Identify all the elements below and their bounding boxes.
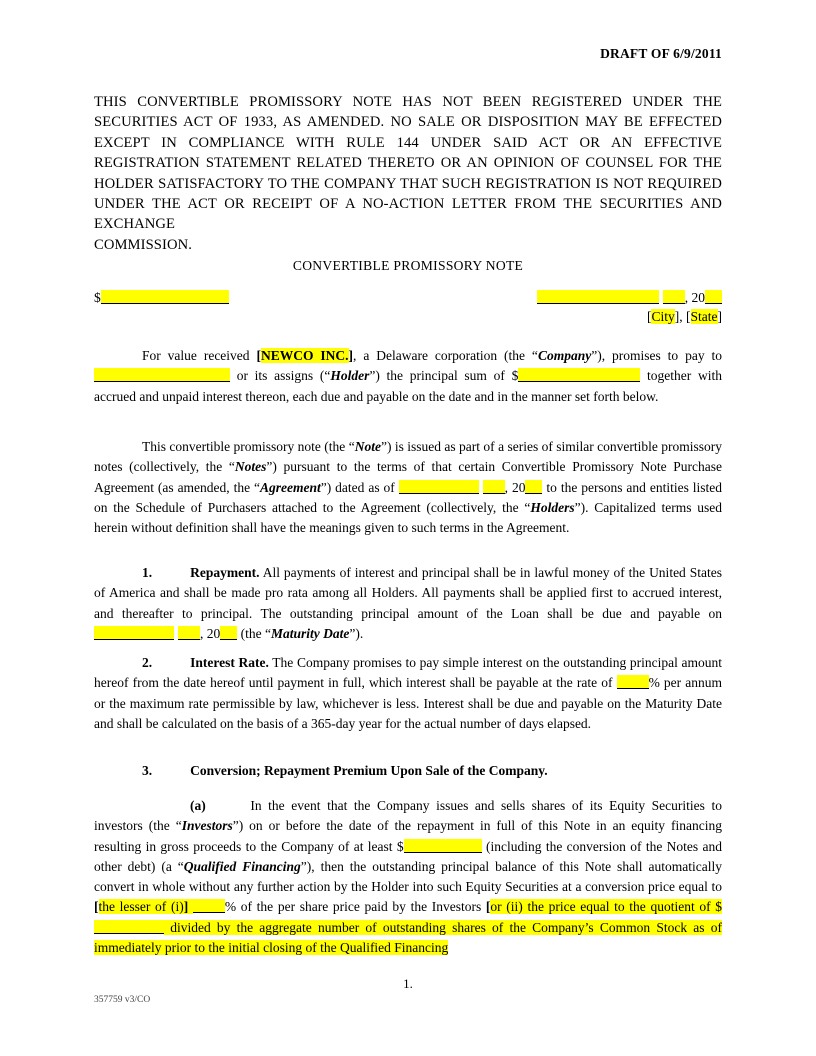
section-3-number: 3. — [142, 763, 153, 778]
legend-text: THIS CONVERTIBLE PROMISSORY NOTE HAS NOT BEEN REGISTERED UNDER THE SECURITIES ACT OF 1933, AS AMENDED. NO SALE OR DISPOSITION MAY BE EFFECTED EXCEPT IN COMPLIANCE WITH RULE 144 UNDER SAID ACT OR AN EFFECTIVE REGISTRATION STATEMENT RELATED THERETO OR AN OPINION OF COUNSEL FOR THE HOLDER SATISFACTORY TO THE COMPANY THAT SUCH REGISTRATION IS NOT REQUIRED UNDER THE ACT OR RECEIPT OF A NO-ACTION LETTER FROM THE SECURITIES AND EXCHANGE — [94, 94, 722, 233]
state-bracket-open: [ — [686, 309, 691, 324]
p2-text-3: ”) pursuant to the terms of that certain Convertible Promissory Note Purchase Agreement (as amended, the “ — [94, 459, 722, 495]
subsection-a-label: (a) — [190, 798, 206, 813]
interest-rate-blank[interactable] — [617, 675, 649, 689]
city-bracket-close: ] — [674, 309, 680, 324]
p2-text-5: to the persons and entities listed on the Schedule of Purchasers attached to the Agreement (collectively, the “ — [94, 479, 723, 515]
s3a-bracket-open-2: [ — [485, 899, 491, 915]
p1-text-4: or its assigns (“ — [230, 368, 331, 384]
s1-text-3: ”). — [349, 625, 364, 641]
notes-defined-term: Notes — [234, 459, 267, 475]
valuation-cap-blank[interactable] — [94, 920, 164, 934]
maturity-day-blank[interactable] — [178, 626, 200, 640]
gross-proceeds-blank[interactable] — [404, 839, 482, 853]
city-state-comma: , — [679, 309, 686, 324]
day-blank[interactable] — [663, 290, 685, 304]
paragraph-note-series — [94, 437, 722, 538]
s3a-text-2: ”) on or before the date of the repayment in full of this Note in an equity financing resulting in gross proceeds to the Company of at least $ — [94, 818, 723, 854]
s3a-text-3: (including the conversion of the Notes and other debt) (a “ — [94, 838, 722, 874]
section-2-number: 2. — [142, 655, 153, 670]
principal-sum-blank[interactable] — [518, 368, 640, 382]
s3a-bracket-close-1: ] — [183, 899, 189, 915]
p2-year-prefix: , 20 — [504, 479, 526, 495]
document-id: 357759 v3/CO — [94, 995, 151, 1005]
year-prefix: , 20 — [684, 290, 705, 305]
draft-date-header: DRAFT OF 6/9/2011 — [600, 46, 722, 61]
dollar-sign: $ — [94, 290, 101, 305]
agreement-month-blank[interactable] — [399, 480, 479, 494]
s2-text-2: % per annum or the maximum rate permissible by law, whichever is less. Interest shall be due and payable on the Maturity Date and shall be calculated on the basis of a 365-day year for the actual number of days elapsed. — [94, 675, 722, 731]
p1-company-bracket-open: [ — [256, 348, 261, 363]
section-2-heading: Interest Rate. — [190, 655, 269, 670]
city-bracket-open: [ — [646, 309, 652, 324]
company-defined-term: Company — [537, 348, 592, 363]
lesser-of-clause[interactable]: the lesser of (i) — [98, 899, 184, 915]
section-3-heading: Conversion; Repayment Premium Upon Sale of the Company. — [190, 763, 548, 778]
company-name-placeholder[interactable]: NEWCO INC. — [260, 348, 349, 363]
section-3a-conversion — [94, 796, 722, 958]
p2-text-1: This convertible promissory note (the “ — [142, 439, 355, 454]
maturity-date-defined-term: Maturity Date — [270, 625, 350, 641]
p1-text-3: ”), promises to pay to — [591, 348, 722, 363]
p2-text-6: ”). Capitalized terms used herein without definition shall have the meanings given to such terms in the Agreement. — [94, 499, 722, 536]
s3a-text-4: ”), then the outstanding principal balance of this Note shall automatically convert in whole without any further action by the Holder into such Equity Securities at a conversion price equal to — [94, 858, 722, 895]
holders-defined-term: Holders — [530, 499, 575, 515]
s1-text-2: (the “ — [237, 625, 271, 641]
s2-text-1: The Company promises to pay simple interest on the outstanding principal amount hereof from the date hereof until payment in full, which interest shall be payable at the rate of — [94, 655, 722, 691]
conversion-discount-blank[interactable] — [193, 899, 225, 913]
s3a-text-6: % of the per share price paid by the Investors — [224, 899, 486, 915]
section-2-interest-rate — [94, 653, 722, 734]
city-placeholder[interactable]: City — [651, 309, 675, 324]
p1-company-bracket-close: ] — [348, 348, 354, 363]
s1-text-1: All payments of interest and principal shall be in lawful money of the United States of America and shall be made pro rata among all Holders. All payments shall be applied first to accrued interest, and thereafter to principal. The outstanding principal amount of the Loan shall be due and payable on — [94, 565, 722, 621]
section-1-repayment — [94, 563, 722, 644]
agreement-year-blank[interactable] — [525, 480, 542, 494]
s1-year-prefix: , 20 — [200, 625, 221, 641]
date-field — [537, 290, 722, 306]
note-defined-term: Note — [354, 439, 381, 454]
month-blank[interactable] — [537, 290, 659, 304]
p1-text-1: For value received — [142, 348, 257, 363]
restrictive-legend — [94, 92, 722, 255]
s3a-text-1: In the event that the Company issues and sells shares of its Equity Securities to investors (the “ — [94, 798, 722, 834]
state-placeholder[interactable]: State — [690, 309, 718, 324]
amount-blank[interactable] — [101, 290, 229, 304]
maturity-month-blank[interactable] — [94, 626, 174, 640]
maturity-year-blank[interactable] — [220, 626, 237, 640]
section-1-number: 1. — [142, 565, 153, 580]
principal-amount-field — [94, 290, 229, 306]
p1-text-2: , a Delaware corporation (the “ — [353, 348, 538, 363]
city-state-line — [647, 309, 722, 325]
investors-defined-term: Investors — [181, 818, 233, 834]
amount-date-row — [94, 290, 722, 334]
state-bracket-close: ] — [717, 309, 722, 324]
p2-text-2: ”) is issued as part of a series of similar convertible promissory notes (collectively, the “ — [94, 439, 723, 475]
agreement-defined-term: Agreement — [260, 479, 321, 495]
qualified-financing-defined-term: Qualified Financing — [183, 858, 301, 874]
section-1-heading: Repayment. — [190, 565, 260, 580]
or-ii-clause-tail[interactable]: divided by the aggregate number of outstanding shares of the Company’s Common Stock as of immediately prior to the initial closing of the Qualified Financing — [94, 919, 722, 956]
holder-defined-term: Holder — [330, 368, 370, 384]
legend-last-line: COMMISSION. — [94, 236, 193, 253]
s3a-bracket-open-1: [ — [94, 899, 99, 915]
p2-text-4: ”) dated as of — [320, 479, 399, 495]
p1-text-6: together with accrued and unpaid interest thereon, each due and payable on the date and in the manner set forth below. — [94, 368, 722, 404]
document-title: CONVERTIBLE PROMISSORY NOTE — [292, 258, 524, 273]
year-blank[interactable] — [705, 290, 722, 304]
holder-name-blank[interactable] — [94, 368, 230, 382]
p1-text-5: ”) the principal sum of $ — [369, 368, 519, 384]
agreement-day-blank[interactable] — [483, 480, 505, 494]
section-3-heading-row — [94, 761, 722, 781]
paragraph-for-value-received — [94, 346, 722, 407]
or-ii-clause[interactable]: or (ii) the price equal to the quotient of $ — [490, 899, 723, 915]
page-number: 1. — [403, 976, 413, 991]
